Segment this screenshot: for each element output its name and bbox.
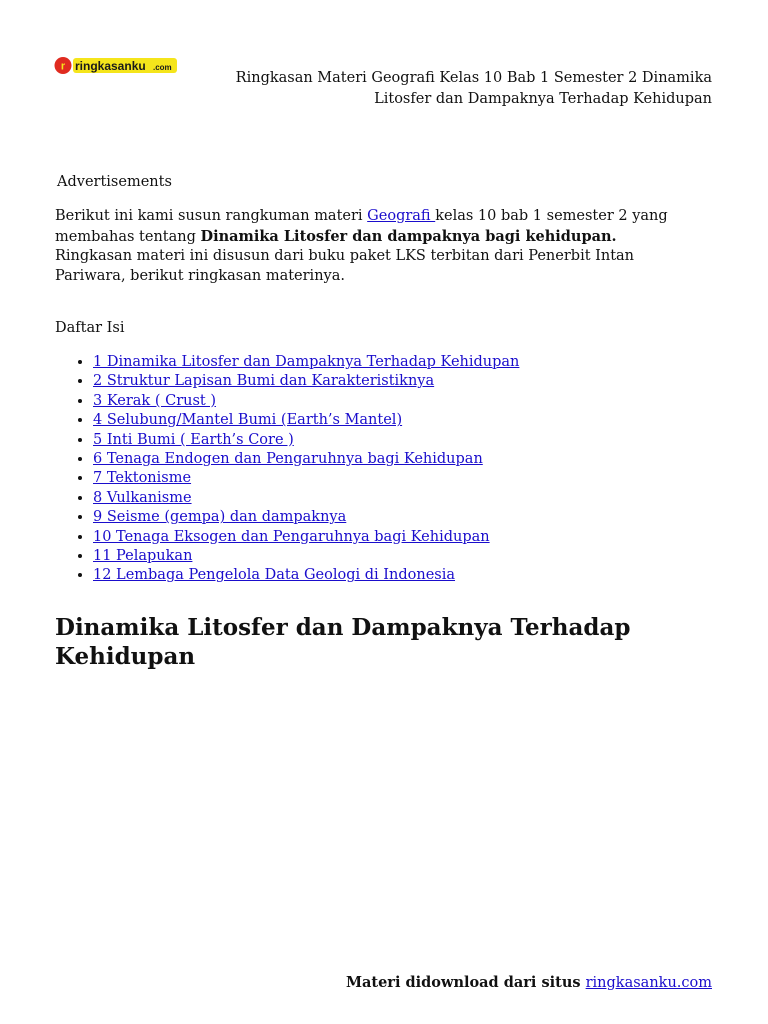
toc-link-5[interactable]: 5 Inti Bumi ( Earth’s Core ) (93, 431, 294, 448)
toc-item (93, 372, 519, 391)
toc-link-3[interactable]: 3 Kerak ( Crust ) (93, 392, 216, 409)
svg-text:r: r (60, 60, 66, 73)
toc-item (93, 392, 519, 411)
intro-text-3: Ringkasan materi ini disusun dari buku paket LKS terbitan dari Penerbit Intan Pariwara, berikut ringkasan materinya. (55, 248, 635, 284)
page-footer (346, 973, 712, 993)
toc-title: Daftar Isi (55, 320, 125, 336)
toc-link-7[interactable]: 7 Tektonisme (93, 470, 192, 487)
toc-link-11[interactable]: 11 Pelapukan (93, 548, 193, 565)
toc-item (93, 450, 519, 469)
logo-suffix: .com (153, 63, 172, 72)
toc-list (55, 353, 519, 586)
toc-link-4[interactable]: 4 Selubung/Mantel Bumi (Earth’s Mantel) (93, 412, 403, 429)
toc-item (93, 508, 519, 527)
toc-link-12[interactable]: 12 Lembaga Pengelola Data Geologi di Indonesia (93, 567, 456, 584)
toc-link-10[interactable]: 10 Tenaga Eksogen dan Pengaruhnya bagi Kehidupan (93, 528, 490, 545)
toc-link-8[interactable]: 8 Vulkanisme (93, 489, 192, 506)
toc-link-2[interactable]: 2 Struktur Lapisan Bumi dan Karakteristiknya (93, 373, 435, 390)
site-logo (54, 56, 178, 75)
toc-link-1[interactable]: 1 Dinamika Litosfer dan Dampaknya Terhadap Kehidupan (93, 354, 520, 370)
toc-item (93, 469, 519, 488)
intro-text-1: Berikut ini kami susun rangkuman materi (55, 208, 368, 224)
toc-link-9[interactable]: 9 Seisme (gempa) dan dampaknya (93, 509, 347, 526)
toc-item (93, 566, 519, 585)
intro-bold-topic: Dinamika Litosfer dan dampaknya bagi kehidupan. (200, 227, 617, 245)
advertisements-label: Advertisements (57, 174, 172, 190)
toc-item (93, 489, 519, 508)
toc-item (93, 547, 519, 566)
toc-item (93, 431, 519, 450)
toc-item (93, 353, 519, 372)
geografi-link[interactable]: Geografi (367, 208, 436, 224)
logo-text: ringkasanku (75, 59, 146, 73)
footer-label: Materi didownload dari situs (345, 974, 586, 991)
intro-paragraph (55, 207, 695, 286)
section-heading: Dinamika Litosfer dan Dampaknya Terhadap Kehidupan (55, 614, 631, 670)
document-header-title: Ringkasan Materi Geografi Kelas 10 Bab 1 Semester 2 Dinamika Litosfer dan Dampaknya Terhadap Kehidupan (235, 70, 712, 107)
logo-graphic (54, 56, 178, 75)
intro-text-2: kelas 10 bab 1 semester 2 yang membahas tentang (55, 208, 668, 245)
toc-item (93, 528, 519, 547)
footer-site-link[interactable]: ringkasanku.com (585, 975, 712, 991)
toc-link-6[interactable]: 6 Tenaga Endogen dan Pengaruhnya bagi Kehidupan (93, 451, 483, 468)
toc-item (93, 411, 519, 430)
